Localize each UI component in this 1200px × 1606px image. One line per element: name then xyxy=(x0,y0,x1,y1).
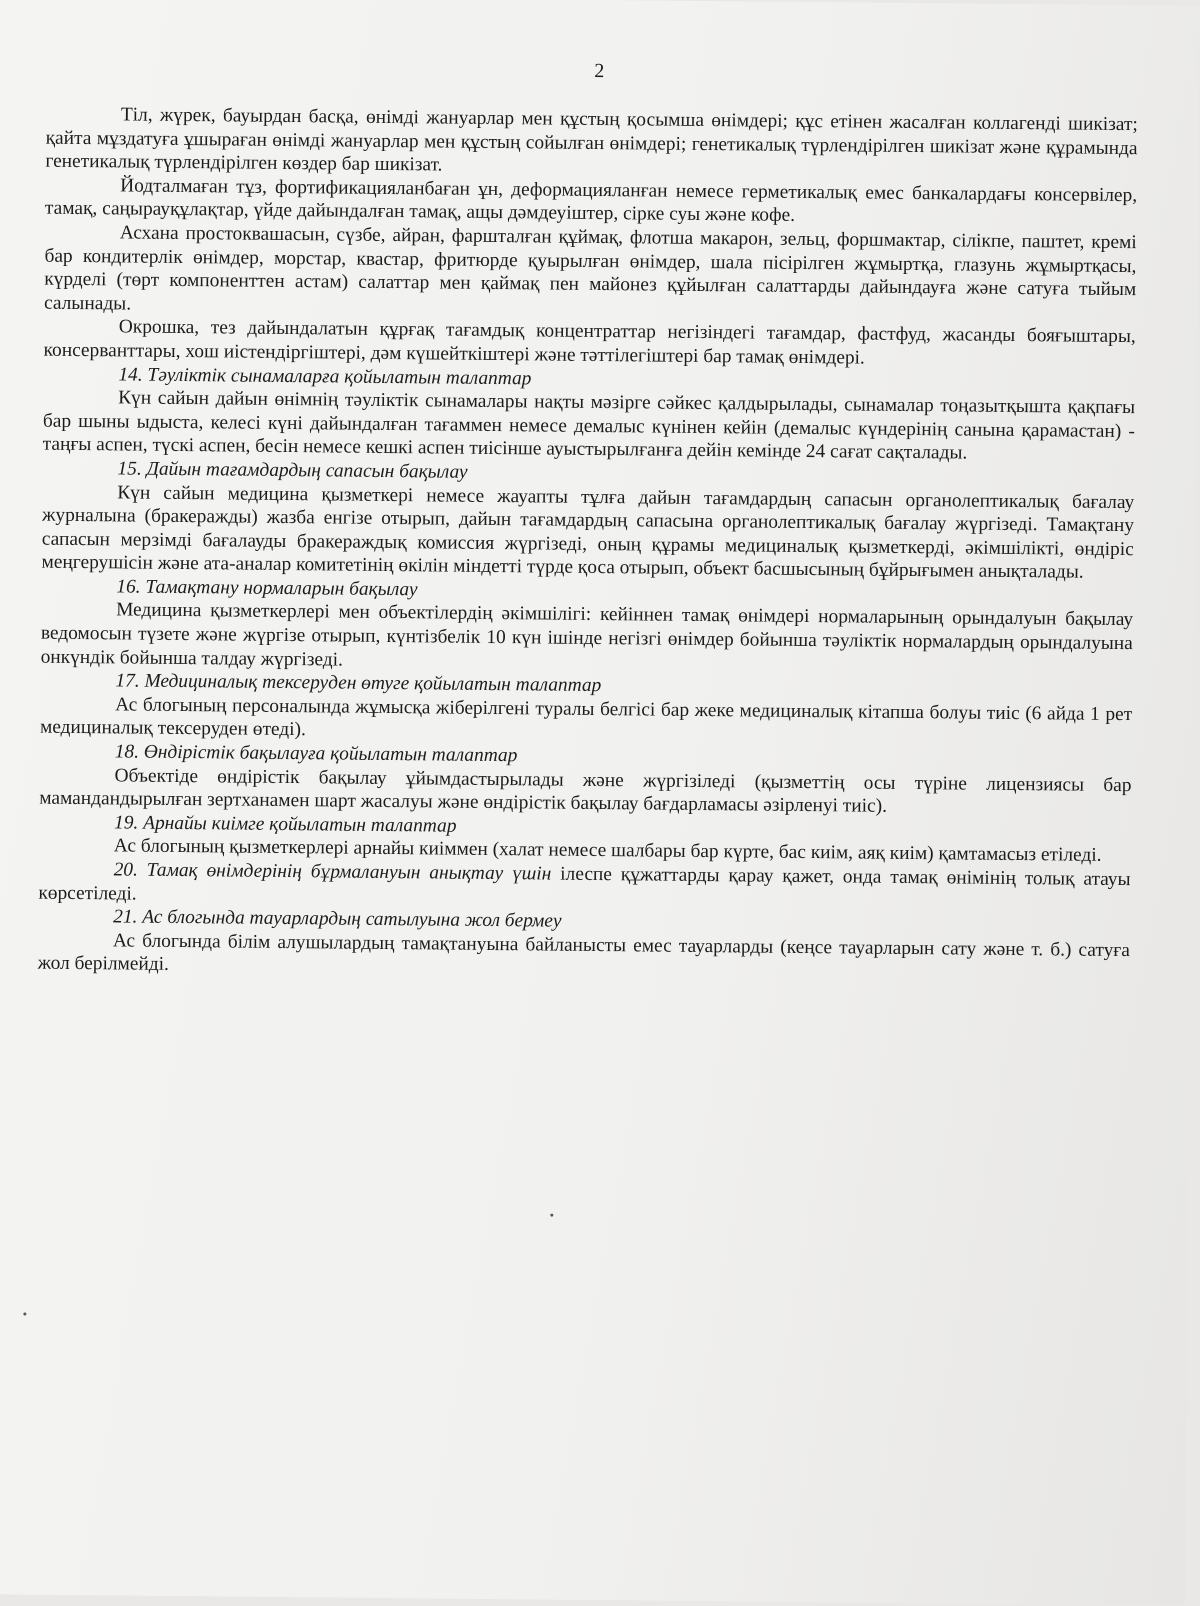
page-number: 2 xyxy=(594,59,605,83)
section-18-text: Объектіде өндірістік бақылау ұйымдастырылады және жүргізіледі (қызметтің осы түріне лицензиясы бар мамандандырылған зертханамен шарт жасалуы және өндірістік бақылау бағдарламасы әзірленуі тиіс). xyxy=(39,765,1132,818)
paper-speck xyxy=(550,1214,553,1217)
section-21-heading: 21. Ас блогында тауарлардың сатылуына жол бермеу xyxy=(113,906,562,932)
section-20-heading: 20. Тамақ өнімдерінің бұрмалануын анықтау үшін xyxy=(113,859,552,885)
paper-speck xyxy=(23,1313,26,1316)
section-18-heading: 18. Өндірістік бақылауға қойылатын талаптар xyxy=(114,741,518,767)
document-body xyxy=(38,103,1138,986)
section-15-text: Күн сайын медицина қызметкері немесе жауапты тұлға дайын тағамдардың сапасын органолептикалық бағалау журналына (бракеражды) жазба енгізе отырып, дайын тағамдардың сапасына органолептикалық бағалау жүргізеді. Тамақтану сапасын мерзімді бағалауды бракераждық комиссия жүргізеді, оның құрамы медициналық қызметкерді, әкімшілікті, өндіріс меңгерушісін және ата-аналар комитетінің өкілін міндетті түрде қоса отырып, объект басшысының бұйрығымен анықталады. xyxy=(41,481,1135,583)
section-14-heading: 14. Тәуліктік сынамаларға қойылатын талаптар xyxy=(118,363,532,389)
paragraph-byproducts: Тіл, жүрек, бауырдан басқа, өнімді жануарлар мен құстың қосымша өнімдері; құс етінен жасалған коллагенді шикізат; қайта мұздатуға ұшыраған өнімді жануарлар мен құстың сойылған өнімдері; генетикалық түрлендірілген шикізат және құрамында генетикалық түрлендірілген көздер бар шикізат. xyxy=(45,104,1138,176)
paragraph-okroshka: Окрошка, тез дайындалатын құрғақ тағамдық концентраттар негізіндегі тағамдар, фастфуд, жасанды бояғыштары, консерванттары, хош иістендіргіштері, дәм күшейткіштері және тәттілегіштері бар тамақ өнімдері. xyxy=(43,316,1136,369)
section-17-heading: 17. Медициналық тексеруден өтуге қойылатын талаптар xyxy=(115,670,602,697)
section-20-text: ілеспе құжаттарды қарау қажет, онда тамақ өнімінің толық атауы көрсетіледі. xyxy=(38,863,1131,905)
section-21-text: Ас блогында білім алушылардың тамақтануына байланысты емес тауарларды (кеңсе тауарларын сату және т. б.) сатуға жол берілмейді. xyxy=(37,930,1131,976)
paragraph-prohibited-dishes: Асхана простоквашасын, сүзбе, айран, фаршталған құймақ, флотша макарон, зельц, форшмактар, сілікпе, паштет, кремі бар кондитерлік өнімдер, морстар, квастар, фритюрде қуырылған өнімдер, шала пісірілген жұмыртқа, глазунь жұмыртқасы, күрделі (төрт компоненттен астам) салаттар мен қаймақ пен майонез құйылған салаттарды дайындауға және сатуға тыйым салынады. xyxy=(43,222,1137,315)
section-16-heading: 16. Тамақтану нормаларын бақылау xyxy=(116,576,418,601)
paragraph-salt-flour: Йодталмаған тұз, фортификацияланбаған ұн, деформацияланған немесе герметикалық емес банкалардағы консервілер, тамақ, саңырауқұлақтар, үйде дайындалған тамақ, ащы дәмдеуіштер, сірке суы және кофе. xyxy=(44,175,1138,227)
section-19-heading: 19. Арнайы киімге қойылатын талаптар xyxy=(113,812,457,837)
section-16-text: Медицина қызметкерлері мен объектілердің әкімшілігі: кейіннен тамақ өнімдері нормаларының орындалуын бақылау ведомосын түзете және жүргізе отырып, күнтізбелік 10 күн ішінде негізгі өнімдер бойынша тәуліктік нормалардың орындалуына онкүндік бойынша талдау жүргізеді. xyxy=(40,599,1134,671)
section-19-text: Ас блогының қызметкерлері арнайы киіммен (халат немесе шалбары бар күрте, бас киім, аяқ киім) қамтамасыз етіледі. xyxy=(113,835,1102,867)
section-15-heading: 15. Дайын тағамдардың сапасын бақылау xyxy=(117,458,468,483)
section-17-text: Ас блогының персоналында жұмысқа жіберілгені туралы белгісі бар жеке медициналық кітапша болуы тиіс (6 айда 1 рет медициналық тексеруден өтеді). xyxy=(39,694,1133,741)
section-14-text: Күн сайын дайын өнімнің тәуліктік сынамалары нақты мәзірге сәйкес қалдырылады, сынамалар тоңазытқышта қақпағы бар шыны ыдыста, келесі күні дайындалған тағаммен немесе демалыс күнінен кейін (демалыс күндерінің санына қарамастан) - таңғы аспен, түскі аспен, бесін немесе кешкі аспен тиісінше ауыстырылғанға дейін кемінде 24 сағат сақталады. xyxy=(42,387,1136,464)
